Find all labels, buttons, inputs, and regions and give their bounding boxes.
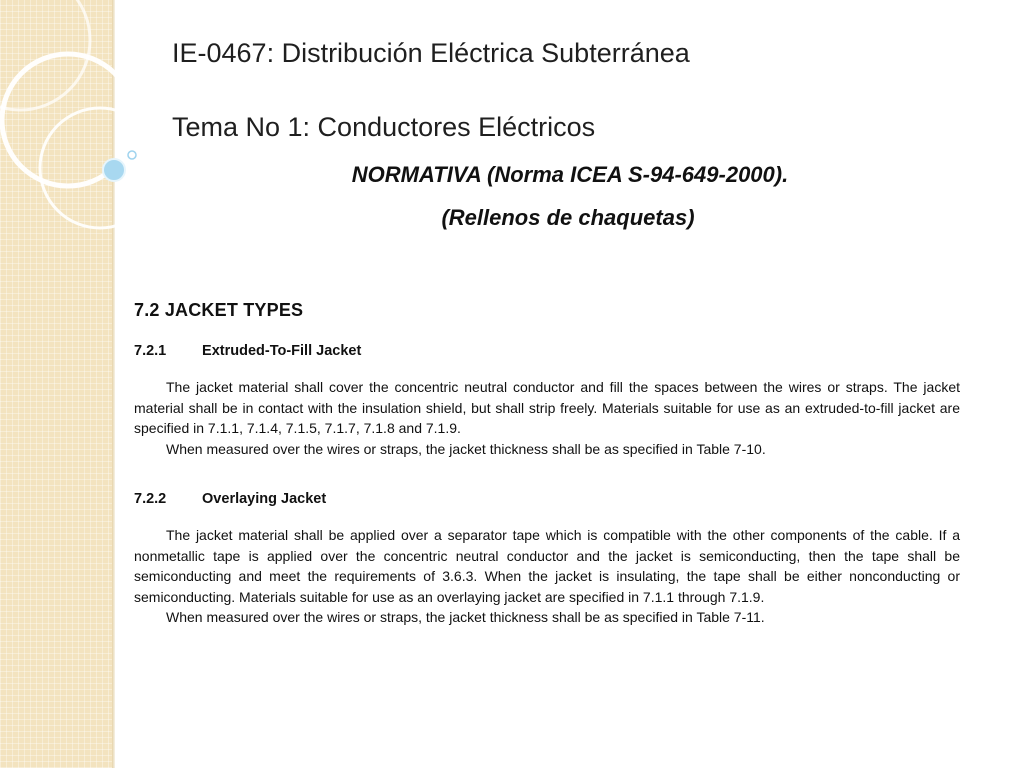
subsection-722-heading	[134, 491, 960, 507]
subsection-722-number: 7.2.2	[134, 491, 167, 507]
normativa-heading: NORMATIVA (Norma ICEA S-94-649-2000).	[351, 162, 789, 187]
subsection-722-title: Overlaying Jacket	[202, 491, 327, 507]
small-bubble-icon	[128, 151, 136, 159]
subsection-721-heading	[134, 343, 960, 359]
slide-title: IE-0467: Distribución Eléctrica Subterránea	[172, 38, 690, 68]
subsection-721-title: Extruded-To-Fill Jacket	[202, 343, 362, 359]
subsection-721-number: 7.2.1	[134, 343, 167, 359]
subsection-721-thickness-note: When measured over the wires or straps, the jacket thickness shall be as specified in Table 7-10.	[166, 440, 766, 457]
scanned-standard-excerpt	[134, 300, 960, 628]
mid-ring-shape	[40, 108, 160, 228]
rellenos-heading: (Rellenos de chaquetas)	[441, 205, 695, 230]
section-title: 7.2 JACKET TYPES	[134, 300, 304, 320]
decorative-rings	[0, 0, 200, 260]
blue-bubble-icon	[103, 159, 125, 181]
subsection-721-paragraph: The jacket material shall cover the concentric neutral conductor and fill the spaces between the wires or straps. The jacket material shall be in contact with the insulation shield, but shall strip freely. Materials suitable for use as an extruded-to-fill jacket are specified in 7.1.1, 7.1.4, 7.1.5, 7.1.7, 7.1.8 and 7.1.9.	[134, 379, 960, 436]
slide-subtitle: Tema No 1: Conductores Eléctricos	[172, 112, 596, 142]
subsection-722-thickness-note: When measured over the wires or straps, the jacket thickness shall be as specified in Table 7-11.	[166, 609, 765, 625]
subsection-722-paragraph: The jacket material shall be applied over a separator tape which is compatible with the other components of the cable. If a nonmetallic tape is applied over the concentric neutral conductor and the jacket is semiconducting, then the tape shall be semiconducting and meet the requirements of 3.6.3. When the jacket is insulating, the tape shall be either nonconducting or semiconducting. Materials suitable for use as an overlaying jacket are specified in 7.1.1 through 7.1.9.	[134, 527, 960, 605]
